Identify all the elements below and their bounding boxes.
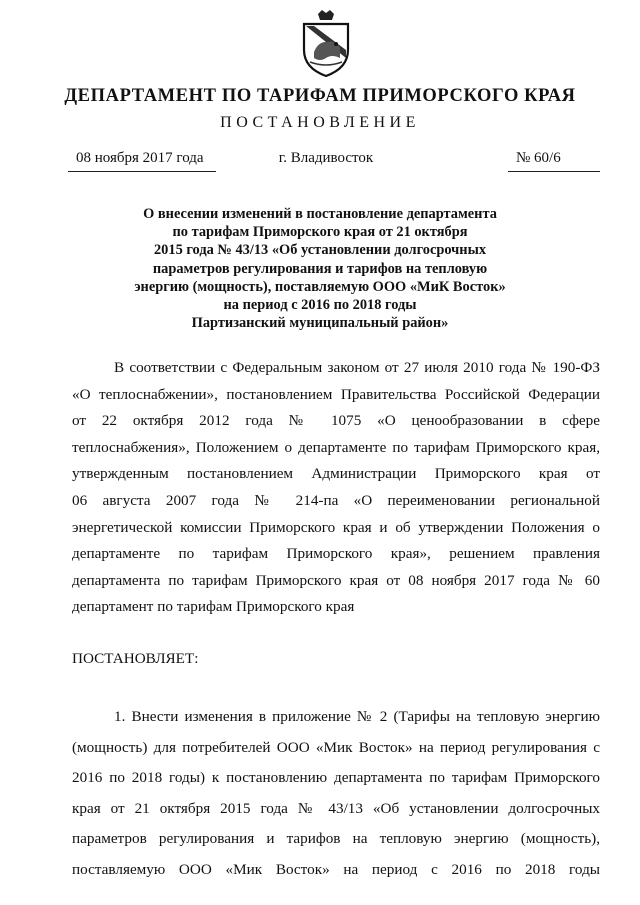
preamble-paragraph xyxy=(72,355,600,621)
text-line: 1. Внести изменения в приложение № 2 (Тарифы на тепловую энергию xyxy=(114,708,600,725)
text-line: департаменте по тарифам Приморского края», решением правления xyxy=(72,545,600,563)
subject-line: параметров регулирования и тарифов на тепловую xyxy=(152,260,488,277)
text-line: энергетической комиссии Приморского края и об утверждении Положения о xyxy=(72,518,600,536)
resolves-heading: ПОСТАНОВЛЯЕТ: xyxy=(72,650,199,667)
coat-of-arms-icon xyxy=(296,8,356,80)
text-line: теплоснабжения», Положением о департаменте по тарифам Приморского края, xyxy=(72,438,600,456)
subject-line: по тарифам Приморского края от 21 октября xyxy=(172,224,468,241)
text-line: от 22 октября 2012 года № 1075 «О ценообразовании в сфере xyxy=(72,412,600,430)
document-date: 08 ноября 2017 года xyxy=(76,150,204,166)
subject-line: 2015 года № 43/13 «Об установлении долгосрочных xyxy=(153,242,487,259)
text-line: (мощность) для потребителей ООО «Мик Восток» на период регулирования с xyxy=(72,738,600,756)
subject-line: на период с 2016 по 2018 годы xyxy=(223,297,417,314)
text-line: 06 августа 2007 года № 214-па «О переименовании региональной xyxy=(72,491,600,509)
text-line: края от 21 октября 2015 года № 43/13 «Об установлении долгосрочных xyxy=(72,799,600,817)
document-subject xyxy=(100,205,540,332)
text-line: «О теплоснабжении», постановлением Правительства Российской Федерации xyxy=(72,385,600,403)
document-type: ПОСТАНОВЛЕНИЕ xyxy=(220,114,420,131)
subject-line: Партизанский муниципальный район» xyxy=(191,315,449,332)
date-underline xyxy=(68,171,216,172)
text-line: параметров регулирования и тарифов на тепловую энергию (мощность), xyxy=(72,830,600,847)
subject-line: энергию (мощность), поставляемую ООО «МиК Восток» xyxy=(134,278,506,295)
document-city: г. Владивосток xyxy=(278,150,374,166)
text-line: утвержденным постановлением Администрации Приморского края от xyxy=(72,465,600,483)
item-1-paragraph xyxy=(72,702,600,885)
number-underline xyxy=(508,171,600,172)
text-line: департамент по тарифам Приморского края xyxy=(72,598,355,616)
text-line: департамента по тарифам Приморского края от 08 ноября 2017 года № 60 xyxy=(72,571,600,589)
subject-line: О внесении изменений в постановление департамента xyxy=(143,206,497,222)
text-line: поставляемую ООО «Мик Восток» на период с 2016 по 2018 годы xyxy=(72,860,600,878)
document-number: № 60/6 xyxy=(516,150,561,166)
text-line: 2016 по 2018 годы) к постановлению департамента по тарифам Приморского xyxy=(72,769,600,786)
department-title: ДЕПАРТАМЕНТ ПО ТАРИФАМ ПРИМОРСКОГО КРАЯ xyxy=(64,86,576,106)
text-line: В соответствии с Федеральным законом от 27 июля 2010 года № 190-ФЗ xyxy=(114,359,600,376)
